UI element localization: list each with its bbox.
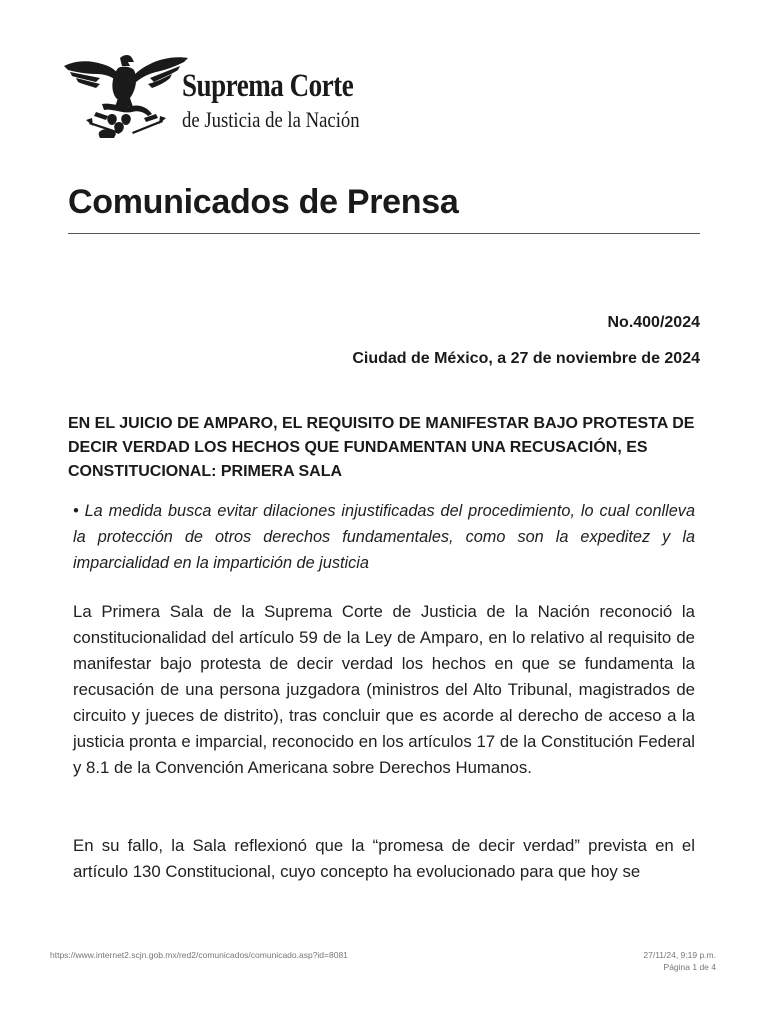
logo-text-line2: de Justicia de la Nación	[182, 107, 360, 132]
footer-page-number: Página 1 de 4	[663, 962, 716, 972]
bulletin-summary: • La medida busca evitar dilaciones injustificadas del procedimiento, lo cual conlleva la protección de otros derechos fundamentales, como son la expeditez y la imparcialidad en la impartición de justicia	[73, 502, 695, 572]
bulletin-headline: EN EL JUICIO DE AMPARO, EL REQUISITO DE MANIFESTAR BAJO PROTESTA DE DECIR VERDAD LOS HECHOS QUE FUNDAMENTAN UNA RECUSACIÓN, ES CONSTITUCIONAL: PRIMERA SALA	[68, 415, 695, 480]
footer-meta	[643, 949, 716, 973]
footer-url: https://www.internet2.scjn.gob.mx/red2/comunicados/comunicado.asp?id=8081	[50, 950, 348, 960]
scjn-logo	[62, 52, 392, 138]
title-divider	[68, 233, 700, 234]
bulletin-number: No.400/2024	[607, 314, 700, 331]
footer-timestamp: 27/11/24, 9:19 p.m.	[643, 950, 716, 960]
bulletin-date: Ciudad de México, a 27 de noviembre de 2024	[352, 350, 700, 367]
body-paragraph: La Primera Sala de la Suprema Corte de Justicia de la Nación reconoció la constitucionalidad del artículo 59 de la Ley de Amparo, en lo relativo al requisito de manifestar bajo protesta de decir verdad los hechos en que se fundamenta la recusación de una persona juzgadora (ministros del Alto Tribunal, magistrados de circuito y jueces de distrito), tras concluir que es acorde al derecho de acceso a la justicia pronta e imparcial, reconocido en los artículos 17 de la Constitución Federal y 8.1 de la Convención Americana sobre Derechos Humanos.	[73, 602, 695, 777]
logo-text-line1: Suprema Corte	[182, 68, 354, 104]
eagle-emblem-icon	[62, 52, 190, 138]
page-title: Comunicados de Prensa	[68, 183, 459, 221]
body-paragraph: En su fallo, la Sala reflexionó que la “promesa de decir verdad” prevista en el artículo 130 Constitucional, cuyo concepto ha evolucionado para que hoy se	[73, 836, 695, 881]
